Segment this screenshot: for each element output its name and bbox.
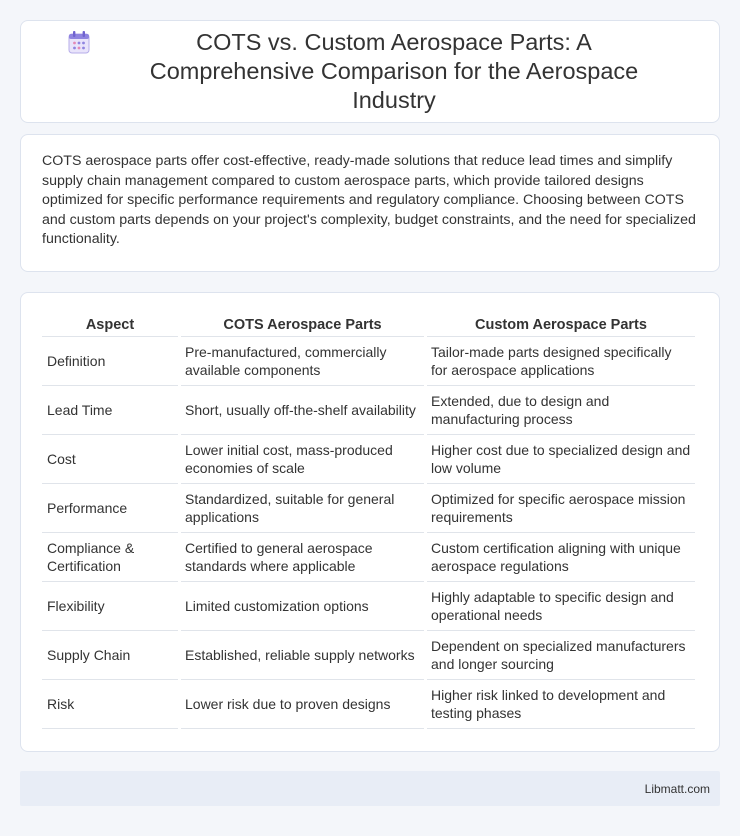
comparison-table — [39, 315, 698, 729]
page-title: COTS vs. Custom Aerospace Parts: A Comprehensive Comparison for the Aerospace Industry — [149, 29, 639, 113]
aspect-cell: Risk — [42, 680, 178, 729]
table-header-row — [42, 315, 695, 337]
custom-cell: Higher cost due to specialized design and low volume — [427, 435, 695, 484]
custom-cell: Highly adaptable to specific design and operational needs — [427, 582, 695, 631]
aspect-cell: Flexibility — [42, 582, 178, 631]
title-card — [20, 20, 720, 123]
custom-cell: Dependent on specialized manufacturers and longer sourcing — [427, 631, 695, 680]
aspect-cell: Compliance & Certification — [42, 533, 178, 582]
table-row — [42, 435, 695, 484]
table-row — [42, 533, 695, 582]
custom-cell: Extended, due to design and manufacturing process — [427, 386, 695, 435]
column-header-custom: Custom Aerospace Parts — [427, 315, 695, 337]
aspect-cell: Lead Time — [42, 386, 178, 435]
aspect-cell: Cost — [42, 435, 178, 484]
custom-cell: Custom certification aligning with unique aerospace regulations — [427, 533, 695, 582]
custom-cell: Tailor-made parts designed specifically for aerospace applications — [427, 337, 695, 386]
calendar-icon — [66, 29, 92, 55]
cots-cell: Lower risk due to proven designs — [181, 680, 424, 729]
table-row — [42, 337, 695, 386]
intro-paragraph: COTS aerospace parts offer cost-effective, ready-made solutions that reduce lead times and simplify supply chain management compared to custom aerospace parts, which provide tailored designs optimized for specific performance requirements and regulatory compliance. Choosing between COTS and custom parts depends on your project's complexity, budget constraints, and the need for specialized functionality. — [42, 153, 696, 248]
intro-card — [20, 134, 720, 272]
table-row — [42, 386, 695, 435]
footer-site-link[interactable]: Libmatt.com — [644, 781, 710, 796]
footer-bar — [20, 771, 720, 806]
cots-cell: Limited customization options — [181, 582, 424, 631]
column-header-aspect: Aspect — [42, 315, 178, 337]
aspect-cell: Supply Chain — [42, 631, 178, 680]
custom-cell: Higher risk linked to development and testing phases — [427, 680, 695, 729]
cots-cell: Lower initial cost, mass-produced economies of scale — [181, 435, 424, 484]
table-row — [42, 631, 695, 680]
cots-cell: Short, usually off-the-shelf availability — [181, 386, 424, 435]
column-header-cots: COTS Aerospace Parts — [181, 315, 424, 337]
cots-cell: Established, reliable supply networks — [181, 631, 424, 680]
cots-cell: Pre-manufactured, commercially available components — [181, 337, 424, 386]
cots-cell: Certified to general aerospace standards where applicable — [181, 533, 424, 582]
table-row — [42, 680, 695, 729]
comparison-card — [20, 292, 720, 752]
cots-cell: Standardized, suitable for general applications — [181, 484, 424, 533]
table-row — [42, 582, 695, 631]
aspect-cell: Definition — [42, 337, 178, 386]
aspect-cell: Performance — [42, 484, 178, 533]
title-wrap — [66, 28, 674, 115]
table-row — [42, 484, 695, 533]
custom-cell: Optimized for specific aerospace mission requirements — [427, 484, 695, 533]
